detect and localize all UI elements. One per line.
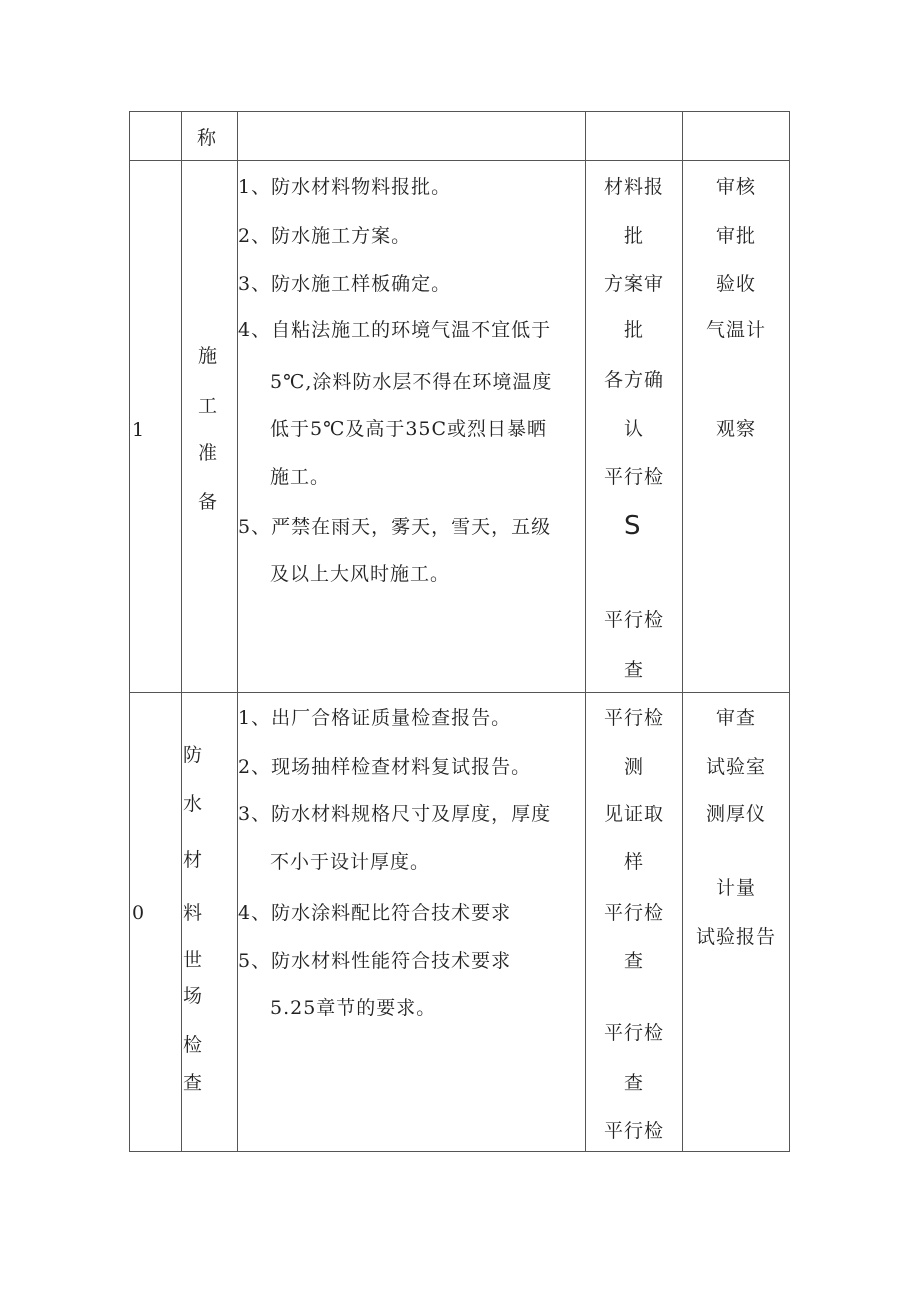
row-number: 1: [132, 419, 146, 441]
tool-line: 审核: [716, 176, 757, 198]
method-line: 方案审: [604, 273, 665, 295]
requirement-line: 2、防水施工方案。: [238, 225, 412, 247]
item-name-char: 工: [198, 395, 219, 417]
inspection-table: [129, 111, 790, 1152]
item-name-char: 料: [183, 902, 204, 924]
tool-line: 试验报告: [696, 926, 777, 948]
item-name-char: 世: [183, 949, 204, 971]
method-line: 查: [624, 950, 645, 972]
tool-line: 试验室: [706, 756, 767, 778]
item-name-char: 查: [183, 1072, 204, 1094]
method-line: 各方确: [604, 369, 665, 391]
requirement-line: 5、防水材料性能符合技术要求: [238, 950, 512, 972]
requirement-line: 2、现场抽样检查材料复试报告。: [238, 756, 532, 778]
method-line: 平行检: [604, 466, 665, 488]
column-divider: [682, 112, 683, 1151]
requirement-line: 5、严禁在雨天，雾天，雪天，五级: [238, 516, 552, 538]
tool-line: 测厚仪: [706, 803, 767, 825]
method-line: 测: [624, 756, 645, 778]
requirement-line: 施工。: [270, 466, 331, 488]
item-name-char: 准: [198, 442, 219, 464]
tool-line: 观察: [716, 418, 757, 440]
requirement-line: 5.25章节的要求。: [270, 997, 437, 1019]
column-divider: [237, 112, 238, 1151]
method-line: 批: [624, 319, 645, 341]
column-divider: [181, 112, 182, 1151]
requirement-line: 4、自粘法施工的环境气温不宜低于: [238, 319, 552, 341]
method-line: S: [624, 511, 642, 541]
column-divider: [585, 112, 586, 1151]
item-name-char: 防: [183, 744, 204, 766]
tool-line: 气温计: [706, 319, 767, 341]
method-line: 见证取: [604, 803, 665, 825]
requirement-line: 5℃,涂料防水层不得在环境温度: [270, 371, 553, 393]
row-number: 0: [132, 902, 146, 924]
method-line: 材料报: [604, 176, 665, 198]
method-line: 平行检: [604, 1120, 665, 1142]
requirement-line: 3、防水施工样板确定。: [238, 273, 452, 295]
method-line: 批: [624, 225, 645, 247]
tool-line: 审查: [716, 707, 757, 729]
method-line: 平行检: [604, 609, 665, 631]
tool-line: 计量: [716, 877, 757, 899]
tool-line: 审批: [716, 225, 757, 247]
requirement-line: 1、防水材料物料报批。: [238, 176, 452, 198]
requirement-line: 3、防水材料规格尺寸及厚度，厚度: [238, 803, 552, 825]
item-name-char: 检: [183, 1034, 204, 1056]
requirement-line: 1、出厂合格证质量检查报告。: [238, 707, 512, 729]
item-name-char: 施: [198, 345, 219, 367]
item-name-char: 备: [198, 491, 219, 513]
method-line: 平行检: [604, 707, 665, 729]
method-line: 认: [624, 418, 645, 440]
item-name-char: 场: [183, 985, 204, 1007]
tool-line: 验收: [716, 273, 757, 295]
method-line: 查: [624, 659, 645, 681]
method-line: 平行检: [604, 1022, 665, 1044]
requirement-line: 不小于设计厚度。: [270, 851, 431, 873]
header-name-cell: 称: [197, 127, 218, 149]
item-name-char: 材: [183, 849, 204, 871]
requirement-line: 4、防水涂料配比符合技术要求: [238, 902, 512, 924]
item-name-char: 水: [183, 793, 204, 815]
method-line: 平行检: [604, 902, 665, 924]
requirement-line: 低于5℃及高于35C或烈日暴晒: [270, 418, 548, 440]
requirement-line: 及以上大风时施工。: [270, 563, 451, 585]
row-divider: [130, 160, 789, 161]
row-divider: [130, 692, 789, 693]
method-line: 查: [624, 1072, 645, 1094]
method-line: 样: [624, 851, 645, 873]
